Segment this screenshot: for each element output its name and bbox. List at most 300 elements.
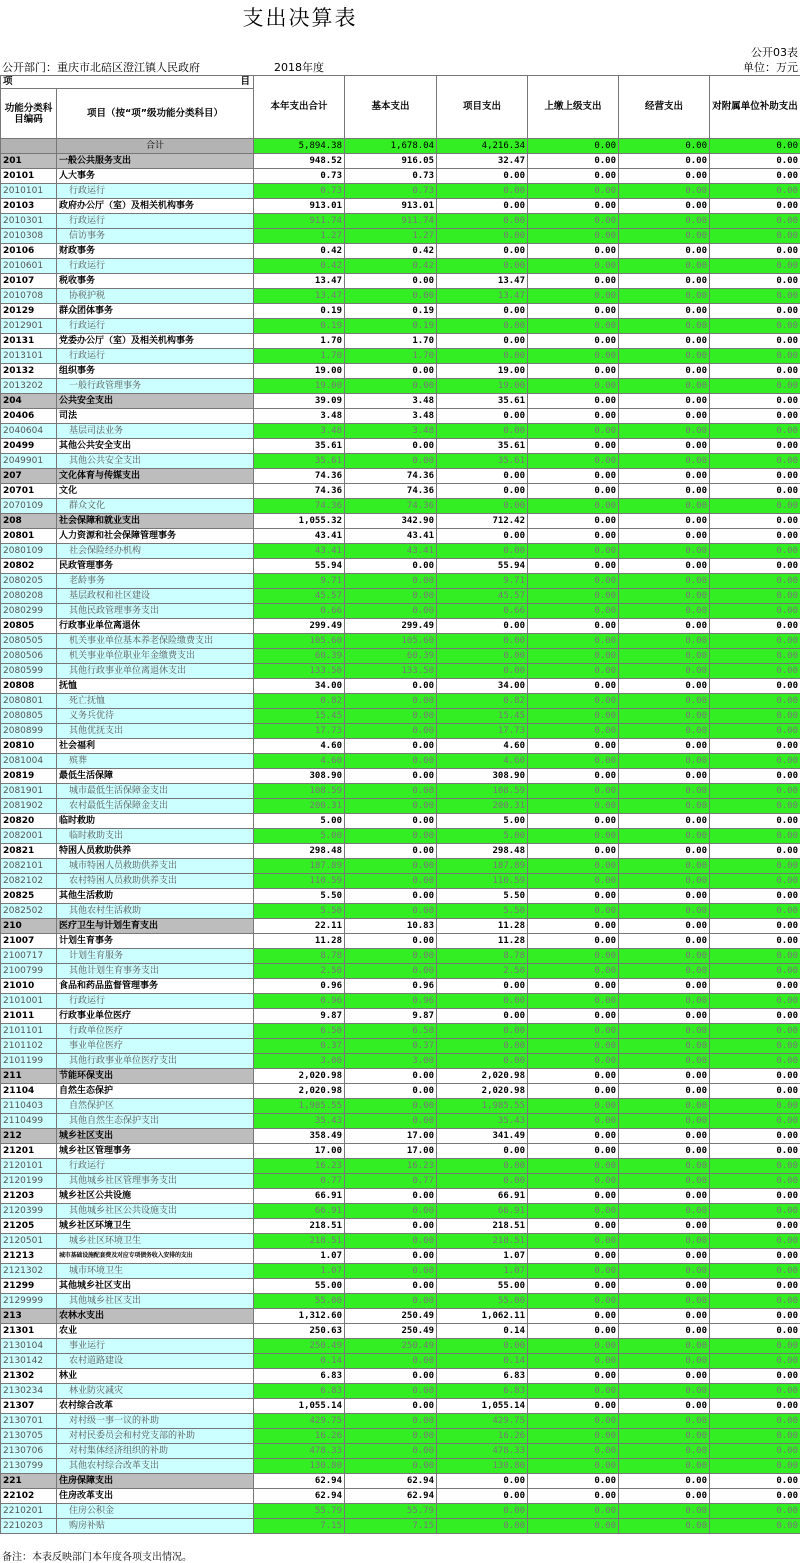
row-value-5: 0.00: [619, 154, 710, 169]
row-value-2: 0.42: [345, 244, 437, 259]
table-row: [1, 469, 800, 484]
row-value-2: 62.94: [345, 1489, 437, 1504]
row-value-2: 6.50: [345, 1024, 437, 1039]
row-value-4: 0.00: [528, 514, 619, 529]
row-name: 司法: [57, 409, 254, 424]
row-value-4: 0.00: [528, 1234, 619, 1249]
row-value-6: 0.00: [710, 889, 800, 904]
row-value-5: 0.00: [619, 274, 710, 289]
table-row: [1, 604, 800, 619]
row-value-2: 250.49: [345, 1339, 437, 1354]
row-value-6: 0.00: [710, 484, 800, 499]
row-value-6: 0.00: [710, 394, 800, 409]
row-code: 2101102: [1, 1039, 57, 1054]
row-value-5: 0.00: [619, 1099, 710, 1114]
table-row: [1, 1174, 800, 1189]
row-value-4: 0.00: [528, 619, 619, 634]
row-value-2: 342.90: [345, 514, 437, 529]
row-value-6: 0.00: [710, 679, 800, 694]
row-value-1: 11.28: [254, 934, 345, 949]
row-value-4: 0.00: [528, 1384, 619, 1399]
row-value-1: 66.91: [254, 1204, 345, 1219]
row-value-3: 5.50: [437, 904, 528, 919]
row-code: 2040604: [1, 424, 57, 439]
row-value-2: 17.00: [345, 1144, 437, 1159]
row-value-1: 429.75: [254, 1414, 345, 1429]
row-value-1: 218.51: [254, 1219, 345, 1234]
row-value-4: 0.00: [528, 259, 619, 274]
row-name: 临时救助: [57, 814, 254, 829]
row-value-5: 0.00: [619, 619, 710, 634]
table-row: [1, 619, 800, 634]
row-value-4: 0.00: [528, 859, 619, 874]
row-value-5: 0.00: [619, 814, 710, 829]
row-name: 人大事务: [57, 169, 254, 184]
row-value-1: 5.00: [254, 814, 345, 829]
row-value-1: 13.47: [254, 289, 345, 304]
row-value-1: 1.07: [254, 1264, 345, 1279]
row-value-1: 3.48: [254, 409, 345, 424]
row-value-5: 0.00: [619, 334, 710, 349]
row-code: 2082502: [1, 904, 57, 919]
row-value-6: 0.00: [710, 1504, 800, 1519]
row-value-3: 35.43: [437, 1114, 528, 1129]
row-value-5: 0.00: [619, 169, 710, 184]
row-value-4: 0.00: [528, 604, 619, 619]
row-value-5: 0.00: [619, 1069, 710, 1084]
row-value-3: 0.00: [437, 1474, 528, 1489]
row-value-4: 0.00: [528, 799, 619, 814]
row-name: 农业: [57, 1324, 254, 1339]
row-value-6: 0.00: [710, 919, 800, 934]
row-value-3: 0.00: [437, 1039, 528, 1054]
row-value-4: 0.00: [528, 1099, 619, 1114]
row-value-2: 0.00: [345, 274, 437, 289]
row-value-2: 60.39: [345, 649, 437, 664]
row-name: 自然生态保护: [57, 1084, 254, 1099]
row-value-2: 0.19: [345, 304, 437, 319]
row-value-5: 0.00: [619, 484, 710, 499]
table-row: [1, 1159, 800, 1174]
row-value-6: 0.00: [710, 244, 800, 259]
row-value-3: 218.51: [437, 1219, 528, 1234]
row-value-4: 0.00: [528, 1204, 619, 1219]
row-name: 一般行政管理事务: [57, 379, 254, 394]
row-value-4: 0.00: [528, 484, 619, 499]
row-value-4: 0.00: [528, 424, 619, 439]
row-name: 其他计划生育事务支出: [57, 964, 254, 979]
table-row: [1, 454, 800, 469]
row-code: 20821: [1, 844, 57, 859]
row-value-6: 0.00: [710, 409, 800, 424]
row-value-3: 19.00: [437, 379, 528, 394]
row-value-2: 0.00: [345, 559, 437, 574]
row-value-1: 6.83: [254, 1384, 345, 1399]
row-value-4: 0.00: [528, 1219, 619, 1234]
row-value-4: 0.00: [528, 904, 619, 919]
table-row: [1, 199, 800, 214]
row-value-1: 3.48: [254, 424, 345, 439]
table-row: [1, 889, 800, 904]
row-code: 2120199: [1, 1174, 57, 1189]
row-name: 计划生育服务: [57, 949, 254, 964]
table-row: [1, 994, 800, 1009]
row-name: 税收事务: [57, 274, 254, 289]
row-value-2: 0.00: [345, 1294, 437, 1309]
row-value-4: 0.00: [528, 694, 619, 709]
row-code: 20810: [1, 739, 57, 754]
row-value-6: 0.00: [710, 1204, 800, 1219]
row-value-5: 0.00: [619, 394, 710, 409]
row-value-3: 0.00: [437, 979, 528, 994]
row-value-6: 0.00: [710, 349, 800, 364]
row-value-2: 7.15: [345, 1519, 437, 1534]
row-value-3: 298.48: [437, 844, 528, 859]
row-value-6: 0.00: [710, 1264, 800, 1279]
row-value-5: 0.00: [619, 994, 710, 1009]
row-code: 2010708: [1, 289, 57, 304]
table-row: [1, 229, 800, 244]
table-row: [1, 1369, 800, 1384]
row-name: 党委办公厅（室）及相关机构事务: [57, 334, 254, 349]
row-value-5: 0.00: [619, 1054, 710, 1069]
row-value-5: 0.00: [619, 1354, 710, 1369]
row-value-3: 9.71: [437, 574, 528, 589]
row-value-2: 133.50: [345, 664, 437, 679]
row-value-5: 0.00: [619, 1279, 710, 1294]
table-row: [1, 334, 800, 349]
row-name: 城乡社区支出: [57, 1129, 254, 1144]
row-value-3: 0.00: [437, 424, 528, 439]
table-row: [1, 319, 800, 334]
row-value-3: 712.42: [437, 514, 528, 529]
row-value-6: 0.00: [710, 154, 800, 169]
row-value-1: 110.59: [254, 874, 345, 889]
table-row: [1, 1384, 800, 1399]
row-value-5: 0.00: [619, 1399, 710, 1414]
row-value-5: 0.00: [619, 1084, 710, 1099]
row-value-2: 0.00: [345, 889, 437, 904]
row-value-3: 4,216.34: [437, 139, 528, 154]
col-header-basic: 基本支出: [345, 76, 437, 139]
row-value-5: 0.00: [619, 1429, 710, 1444]
row-value-4: 0.00: [528, 889, 619, 904]
row-name: 社会福利: [57, 739, 254, 754]
row-name: 公共安全支出: [57, 394, 254, 409]
row-value-4: 0.00: [528, 394, 619, 409]
row-value-6: 0.00: [710, 1384, 800, 1399]
row-value-5: 0.00: [619, 319, 710, 334]
row-name: 机关事业单位基本养老保险缴费支出: [57, 634, 254, 649]
row-code: 207: [1, 469, 57, 484]
row-value-2: 0.00: [345, 1414, 437, 1429]
row-value-6: 0.00: [710, 874, 800, 889]
row-value-6: 0.00: [710, 709, 800, 724]
row-code: 2100717: [1, 949, 57, 964]
row-name: 基层政权和社区建设: [57, 589, 254, 604]
row-code: 20101: [1, 169, 57, 184]
row-value-4: 0.00: [528, 754, 619, 769]
row-code: 20820: [1, 814, 57, 829]
row-value-1: 43.41: [254, 544, 345, 559]
row-value-5: 0.00: [619, 289, 710, 304]
row-value-6: 0.00: [710, 274, 800, 289]
row-value-5: 0.00: [619, 1144, 710, 1159]
row-value-6: 0.00: [710, 769, 800, 784]
row-value-2: 0.73: [345, 184, 437, 199]
row-value-4: 0.00: [528, 439, 619, 454]
row-value-6: 0.00: [710, 304, 800, 319]
row-value-1: 8.78: [254, 949, 345, 964]
row-value-6: 0.00: [710, 139, 800, 154]
row-value-6: 0.00: [710, 964, 800, 979]
row-name: 城乡社区环境卫生: [57, 1219, 254, 1234]
table-row: [1, 949, 800, 964]
row-value-4: 0.00: [528, 994, 619, 1009]
row-value-5: 0.00: [619, 709, 710, 724]
row-code: 212: [1, 1129, 57, 1144]
row-value-5: 0.00: [619, 844, 710, 859]
row-value-4: 0.00: [528, 469, 619, 484]
table-row: [1, 859, 800, 874]
row-name: 群众文化: [57, 499, 254, 514]
row-name: 行政运行: [57, 319, 254, 334]
row-code: 20805: [1, 619, 57, 634]
row-value-1: 35.43: [254, 1114, 345, 1129]
row-name: 其他民政管理事务支出: [57, 604, 254, 619]
row-value-1: 4.60: [254, 739, 345, 754]
row-value-6: 0.00: [710, 859, 800, 874]
row-value-3: 0.66: [437, 604, 528, 619]
row-value-6: 0.00: [710, 904, 800, 919]
row-code: 2082102: [1, 874, 57, 889]
row-value-5: 0.00: [619, 649, 710, 664]
row-value-4: 0.00: [528, 589, 619, 604]
row-value-5: 0.00: [619, 1414, 710, 1429]
row-value-2: 0.00: [345, 1444, 437, 1459]
row-code: 21201: [1, 1144, 57, 1159]
row-value-2: 0.00: [345, 949, 437, 964]
row-value-4: 0.00: [528, 244, 619, 259]
row-value-3: 0.00: [437, 304, 528, 319]
row-value-6: 0.00: [710, 1129, 800, 1144]
row-code: 2081004: [1, 754, 57, 769]
row-value-3: 0.00: [437, 649, 528, 664]
row-code: 21007: [1, 934, 57, 949]
row-name: 城市特困人员救助供养支出: [57, 859, 254, 874]
row-code: 20802: [1, 559, 57, 574]
row-value-5: 0.00: [619, 679, 710, 694]
row-value-3: 200.31: [437, 799, 528, 814]
row-value-6: 0.00: [710, 1339, 800, 1354]
row-value-4: 0.00: [528, 1159, 619, 1174]
row-value-4: 0.00: [528, 199, 619, 214]
row-value-4: 0.00: [528, 1324, 619, 1339]
row-code: 2210203: [1, 1519, 57, 1534]
row-value-4: 0.00: [528, 1114, 619, 1129]
row-value-1: 5.00: [254, 829, 345, 844]
row-value-5: 0.00: [619, 979, 710, 994]
row-name: 计划生育事务: [57, 934, 254, 949]
row-value-5: 0.00: [619, 184, 710, 199]
table-row: [1, 499, 800, 514]
row-value-5: 0.00: [619, 259, 710, 274]
table-row: [1, 154, 800, 169]
row-value-1: 55.94: [254, 559, 345, 574]
row-value-6: 0.00: [710, 1024, 800, 1039]
row-value-4: 0.00: [528, 304, 619, 319]
row-value-3: 0.00: [437, 484, 528, 499]
row-value-4: 0.00: [528, 454, 619, 469]
row-name: 其他公共安全支出: [57, 439, 254, 454]
row-value-1: 0.96: [254, 979, 345, 994]
row-value-1: 55.00: [254, 1279, 345, 1294]
table-row: [1, 1474, 800, 1489]
table-row: [1, 1189, 800, 1204]
col-header-remit: 上缴上级支出: [528, 76, 619, 139]
row-value-4: 0.00: [528, 874, 619, 889]
row-value-2: 0.96: [345, 994, 437, 1009]
row-code: 2210201: [1, 1504, 57, 1519]
row-value-1: 1,312.60: [254, 1309, 345, 1324]
row-code: 2080205: [1, 574, 57, 589]
row-value-4: 0.00: [528, 1129, 619, 1144]
row-value-2: 0.00: [345, 964, 437, 979]
row-code: 20808: [1, 679, 57, 694]
row-name: 行政运行: [57, 259, 254, 274]
row-code: 208: [1, 514, 57, 529]
row-value-4: 0.00: [528, 1399, 619, 1414]
row-value-3: 55.00: [437, 1279, 528, 1294]
row-value-5: 0.00: [619, 229, 710, 244]
row-value-3: 1.07: [437, 1249, 528, 1264]
row-value-6: 0.00: [710, 439, 800, 454]
row-value-3: 5.00: [437, 814, 528, 829]
row-code: 20825: [1, 889, 57, 904]
row-name: 文化: [57, 484, 254, 499]
table-row: [1, 544, 800, 559]
row-value-4: 0.00: [528, 1429, 619, 1444]
row-value-2: 299.49: [345, 619, 437, 634]
row-name: 抚恤: [57, 679, 254, 694]
row-value-6: 0.00: [710, 319, 800, 334]
row-value-6: 0.00: [710, 1009, 800, 1024]
table-row: [1, 304, 800, 319]
row-value-4: 0.00: [528, 964, 619, 979]
row-value-2: 0.00: [345, 844, 437, 859]
table-row: [1, 1309, 800, 1324]
row-value-1: 17.00: [254, 1144, 345, 1159]
row-code: 20129: [1, 304, 57, 319]
table-row: [1, 979, 800, 994]
row-value-4: 0.00: [528, 274, 619, 289]
row-value-2: 0.77: [345, 1174, 437, 1189]
row-value-3: 0.00: [437, 1024, 528, 1039]
row-value-3: 0.00: [437, 199, 528, 214]
col-header-name: 项目（按“项”级功能分类科目）: [57, 89, 254, 139]
row-name: 林业: [57, 1369, 254, 1384]
table-row: [1, 1294, 800, 1309]
row-value-5: 0.00: [619, 574, 710, 589]
row-value-6: 0.00: [710, 1174, 800, 1189]
row-name: 食品和药品监督管理事务: [57, 979, 254, 994]
row-value-4: 0.00: [528, 1504, 619, 1519]
row-value-5: 0.00: [619, 799, 710, 814]
row-value-2: 0.73: [345, 169, 437, 184]
row-value-3: 0.00: [437, 214, 528, 229]
row-code: 204: [1, 394, 57, 409]
row-value-2: 0.00: [345, 574, 437, 589]
row-code: 2130799: [1, 1459, 57, 1474]
row-value-2: 0.00: [345, 1369, 437, 1384]
row-value-1: 913.01: [254, 199, 345, 214]
row-name: 其他农村生活救助: [57, 904, 254, 919]
row-value-1: 19.00: [254, 364, 345, 379]
row-code: 2080805: [1, 709, 57, 724]
table-row: [1, 1414, 800, 1429]
row-value-3: 16.26: [437, 1429, 528, 1444]
row-value-4: 0.00: [528, 559, 619, 574]
row-value-4: 0.00: [528, 154, 619, 169]
row-value-1: 3.00: [254, 1054, 345, 1069]
row-value-2: 1.70: [345, 334, 437, 349]
row-value-5: 0.00: [619, 934, 710, 949]
row-value-6: 0.00: [710, 1294, 800, 1309]
row-code: 2101199: [1, 1054, 57, 1069]
table-row: [1, 364, 800, 379]
row-name: 合计: [57, 139, 254, 154]
row-value-6: 0.00: [710, 1429, 800, 1444]
table-row: [1, 214, 800, 229]
row-value-4: 0.00: [528, 1414, 619, 1429]
row-value-6: 0.00: [710, 994, 800, 1009]
row-name: 城市最低生活保障金支出: [57, 784, 254, 799]
row-code: 2110403: [1, 1099, 57, 1114]
table-row: [1, 424, 800, 439]
row-value-2: 0.00: [345, 1354, 437, 1369]
row-name: 农村综合改革: [57, 1399, 254, 1414]
row-value-4: 0.00: [528, 1249, 619, 1264]
row-value-3: 1,062.11: [437, 1309, 528, 1324]
row-name: 文化体育与传媒支出: [57, 469, 254, 484]
row-name: 殡葬: [57, 754, 254, 769]
department-label: 公开部门：重庆市北碚区澄江镇人民政府: [2, 59, 200, 75]
table-row: [1, 1129, 800, 1144]
row-value-2: 1.70: [345, 349, 437, 364]
row-value-4: 0.00: [528, 1069, 619, 1084]
col-header-code: 功能分类科目编码: [1, 89, 57, 139]
row-value-6: 0.00: [710, 334, 800, 349]
row-name: 住房保障支出: [57, 1474, 254, 1489]
year-label: 2018年度: [274, 59, 324, 75]
row-value-4: 0.00: [528, 1054, 619, 1069]
row-value-4: 0.00: [528, 1144, 619, 1159]
table-row: [1, 919, 800, 934]
row-value-3: 0.00: [437, 334, 528, 349]
row-value-3: 8.78: [437, 949, 528, 964]
row-value-6: 0.00: [710, 1114, 800, 1129]
row-value-4: 0.00: [528, 649, 619, 664]
row-value-5: 0.00: [619, 769, 710, 784]
table-row: [1, 169, 800, 184]
row-value-6: 0.00: [710, 259, 800, 274]
row-code: 2101001: [1, 994, 57, 1009]
row-value-3: 0.00: [437, 1054, 528, 1069]
row-value-1: 0.73: [254, 184, 345, 199]
row-code: 2010601: [1, 259, 57, 274]
table-row: [1, 814, 800, 829]
row-value-6: 0.00: [710, 619, 800, 634]
